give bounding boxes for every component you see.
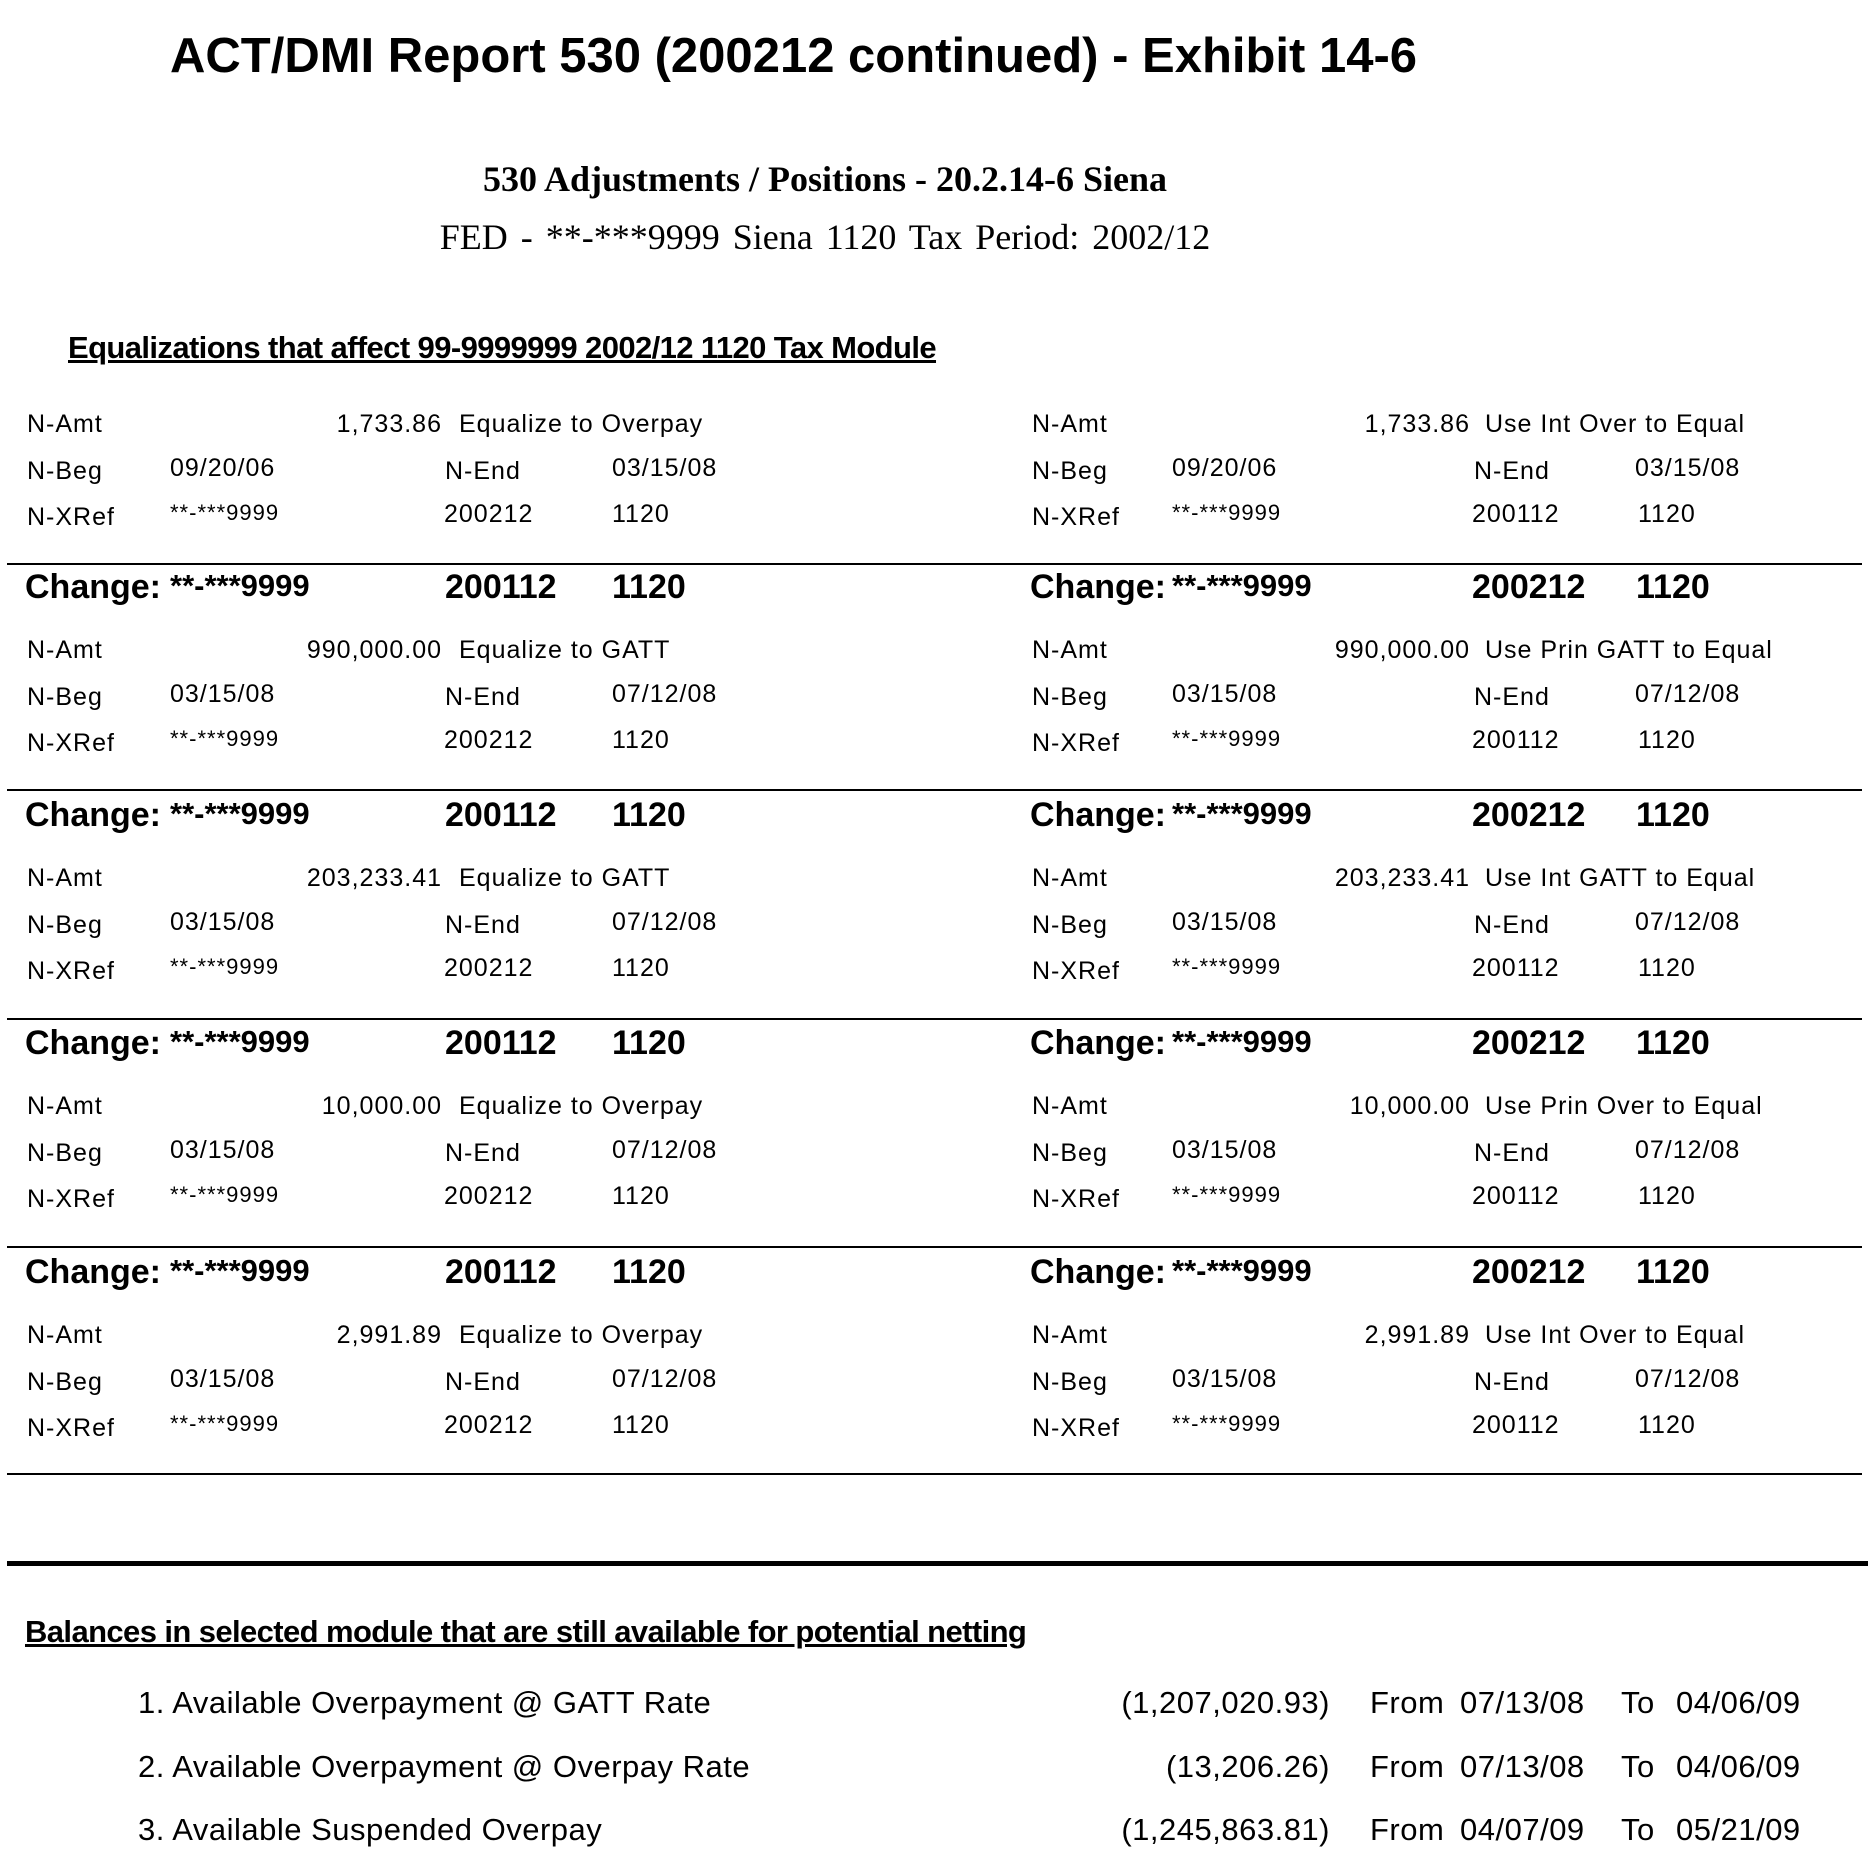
- beg-label: N-Beg: [1032, 683, 1108, 711]
- end-date: 07/12/08: [1635, 908, 1741, 936]
- begin-date: 03/15/08: [170, 1365, 276, 1393]
- xref-tin: **-***9999: [1172, 1411, 1282, 1436]
- amount-value: 203,233.41: [1334, 864, 1470, 892]
- change-label: Change:: [25, 568, 161, 606]
- change-tin: **-***9999: [170, 568, 310, 603]
- begin-date: 09/20/06: [170, 454, 276, 482]
- xref-label: N-XRef: [27, 503, 115, 531]
- amount-value: 10,000.00: [1349, 1092, 1470, 1120]
- change-tin: **-***9999: [170, 1024, 310, 1059]
- xref-tin: **-***9999: [170, 1411, 280, 1436]
- xref-label: N-XRef: [1032, 503, 1120, 531]
- block-separator: [7, 563, 1862, 565]
- adjustment-description: Equalize to Overpay: [459, 410, 704, 438]
- balance-amount: (1,245,863.81): [1121, 1812, 1330, 1847]
- equalizations-heading: Equalizations that affect 99-9999999 2002/12 1120 Tax Module: [68, 330, 937, 365]
- amount-value: 203,233.41: [306, 864, 442, 892]
- begin-date: 09/20/06: [1172, 454, 1278, 482]
- balance-label: 1. Available Overpayment @ GATT Rate: [138, 1685, 712, 1720]
- change-label: Change:: [1030, 1253, 1166, 1291]
- end-date: 03/15/08: [612, 454, 718, 482]
- balance-from-word: From: [1370, 1749, 1445, 1784]
- end-date: 03/15/08: [1635, 454, 1741, 482]
- balances-heading: Balances in selected module that are still available for potential netting: [25, 1614, 1027, 1649]
- xref-period: 200112: [1472, 954, 1560, 982]
- xref-tin: **-***9999: [1172, 500, 1282, 525]
- amt-label: N-Amt: [1032, 1321, 1108, 1349]
- adjustment-description: Use Int Over to Equal: [1485, 1321, 1746, 1349]
- xref-period: 200212: [444, 500, 534, 528]
- change-period: 200112: [445, 796, 557, 834]
- balance-to-date: 05/21/09: [1676, 1812, 1801, 1847]
- amount-value: 1,733.86: [336, 410, 442, 438]
- xref-form: 1120: [1638, 726, 1696, 754]
- block-separator: [7, 789, 1862, 791]
- amount-value: 10,000.00: [321, 1092, 442, 1120]
- change-form: 1120: [1636, 1024, 1710, 1062]
- adjustment-description: Equalize to GATT: [459, 636, 671, 664]
- end-label: N-End: [445, 457, 521, 485]
- balance-to-word: To: [1621, 1749, 1655, 1784]
- change-form: 1120: [612, 568, 686, 606]
- xref-tin: **-***9999: [1172, 726, 1282, 751]
- balance-from-word: From: [1370, 1812, 1445, 1847]
- change-period: 200212: [1472, 1024, 1586, 1062]
- amt-label: N-Amt: [1032, 1092, 1108, 1120]
- end-date: 07/12/08: [612, 1136, 718, 1164]
- report-title: ACT/DMI Report 530 (200212 continued) - Exhibit 14-6: [170, 29, 1418, 83]
- amount-value: 990,000.00: [306, 636, 442, 664]
- change-form: 1120: [1636, 568, 1710, 606]
- adjustment-description: Use Prin GATT to Equal: [1485, 636, 1773, 664]
- change-label: Change:: [25, 1253, 161, 1291]
- beg-label: N-Beg: [1032, 457, 1108, 485]
- adjustment-description: Use Int GATT to Equal: [1485, 864, 1756, 892]
- xref-form: 1120: [612, 500, 670, 528]
- xref-tin: **-***9999: [170, 500, 280, 525]
- begin-date: 03/15/08: [1172, 680, 1278, 708]
- xref-label: N-XRef: [1032, 1414, 1120, 1442]
- end-label: N-End: [1474, 1368, 1550, 1396]
- balance-to-date: 04/06/09: [1676, 1749, 1801, 1784]
- balance-label: 2. Available Overpayment @ Overpay Rate: [138, 1749, 751, 1784]
- end-date: 07/12/08: [612, 1365, 718, 1393]
- xref-period: 200112: [1472, 1411, 1560, 1439]
- end-label: N-End: [1474, 1139, 1550, 1167]
- change-tin: **-***9999: [170, 1253, 310, 1288]
- end-label: N-End: [445, 1368, 521, 1396]
- block-separator: [7, 1246, 1862, 1248]
- beg-label: N-Beg: [27, 1368, 103, 1396]
- balance-amount: (1,207,020.93): [1121, 1685, 1330, 1720]
- amount-value: 990,000.00: [1334, 636, 1470, 664]
- change-form: 1120: [1636, 796, 1710, 834]
- end-label: N-End: [1474, 457, 1550, 485]
- end-date: 07/12/08: [1635, 1136, 1741, 1164]
- xref-form: 1120: [612, 1182, 670, 1210]
- amount-value: 1,733.86: [1364, 410, 1470, 438]
- section-divider: [7, 1561, 1868, 1566]
- amt-label: N-Amt: [27, 636, 103, 664]
- change-label: Change:: [1030, 568, 1166, 606]
- change-form: 1120: [1636, 1253, 1710, 1291]
- end-date: 07/12/08: [1635, 1365, 1741, 1393]
- block-separator: [7, 1018, 1862, 1020]
- begin-date: 03/15/08: [170, 908, 276, 936]
- change-label: Change:: [25, 796, 161, 834]
- balance-amount: (13,206.26): [1165, 1749, 1330, 1784]
- amt-label: N-Amt: [1032, 636, 1108, 664]
- change-period: 200112: [445, 568, 557, 606]
- end-label: N-End: [1474, 683, 1550, 711]
- balance-to-date: 04/06/09: [1676, 1685, 1801, 1720]
- change-tin: **-***9999: [1172, 568, 1312, 603]
- amt-label: N-Amt: [27, 1092, 103, 1120]
- xref-form: 1120: [1638, 500, 1696, 528]
- xref-form: 1120: [612, 726, 670, 754]
- end-date: 07/12/08: [612, 680, 718, 708]
- xref-label: N-XRef: [1032, 729, 1120, 757]
- xref-label: N-XRef: [27, 1414, 115, 1442]
- adjustment-description: Use Prin Over to Equal: [1485, 1092, 1763, 1120]
- adjustment-description: Equalize to Overpay: [459, 1321, 704, 1349]
- beg-label: N-Beg: [1032, 911, 1108, 939]
- balance-label: 3. Available Suspended Overpay: [138, 1812, 603, 1847]
- end-label: N-End: [445, 683, 521, 711]
- xref-period: 200112: [1472, 500, 1560, 528]
- xref-period: 200212: [444, 726, 534, 754]
- xref-period: 200112: [1472, 726, 1560, 754]
- change-label: Change:: [1030, 796, 1166, 834]
- change-period: 200212: [1472, 1253, 1586, 1291]
- xref-label: N-XRef: [27, 957, 115, 985]
- amount-value: 2,991.89: [1364, 1321, 1470, 1349]
- change-period: 200212: [1472, 796, 1586, 834]
- amt-label: N-Amt: [27, 410, 103, 438]
- end-label: N-End: [445, 911, 521, 939]
- balance-from-date: 07/13/08: [1460, 1749, 1585, 1784]
- xref-label: N-XRef: [1032, 957, 1120, 985]
- beg-label: N-Beg: [27, 1139, 103, 1167]
- amt-label: N-Amt: [27, 1321, 103, 1349]
- beg-label: N-Beg: [27, 911, 103, 939]
- xref-form: 1120: [1638, 954, 1696, 982]
- xref-tin: **-***9999: [170, 954, 280, 979]
- begin-date: 03/15/08: [1172, 1365, 1278, 1393]
- amount-value: 2,991.89: [336, 1321, 442, 1349]
- adjustment-description: Equalize to Overpay: [459, 1092, 704, 1120]
- amt-label: N-Amt: [1032, 410, 1108, 438]
- end-label: N-End: [1474, 911, 1550, 939]
- xref-period: 200212: [444, 954, 534, 982]
- begin-date: 03/15/08: [170, 680, 276, 708]
- change-label: Change:: [1030, 1024, 1166, 1062]
- xref-tin: **-***9999: [1172, 954, 1282, 979]
- balance-from-date: 07/13/08: [1460, 1685, 1585, 1720]
- change-form: 1120: [612, 1253, 686, 1291]
- adjustment-description: Use Int Over to Equal: [1485, 410, 1746, 438]
- xref-form: 1120: [1638, 1411, 1696, 1439]
- xref-period: 200212: [444, 1182, 534, 1210]
- beg-label: N-Beg: [1032, 1139, 1108, 1167]
- balance-from-word: From: [1370, 1685, 1445, 1720]
- begin-date: 03/15/08: [170, 1136, 276, 1164]
- change-tin: **-***9999: [1172, 1024, 1312, 1059]
- change-form: 1120: [612, 796, 686, 834]
- xref-label: N-XRef: [27, 729, 115, 757]
- end-date: 07/12/08: [612, 908, 718, 936]
- balance-to-word: To: [1621, 1812, 1655, 1847]
- amt-label: N-Amt: [1032, 864, 1108, 892]
- xref-label: N-XRef: [27, 1185, 115, 1213]
- end-label: N-End: [445, 1139, 521, 1167]
- xref-tin: **-***9999: [170, 1182, 280, 1207]
- adjustment-description: Equalize to GATT: [459, 864, 671, 892]
- xref-tin: **-***9999: [1172, 1182, 1282, 1207]
- change-tin: **-***9999: [170, 796, 310, 831]
- xref-tin: **-***9999: [170, 726, 280, 751]
- change-period: 200112: [445, 1253, 557, 1291]
- balance-from-date: 04/07/09: [1460, 1812, 1585, 1847]
- change-tin: **-***9999: [1172, 796, 1312, 831]
- block-separator: [7, 1473, 1862, 1475]
- change-period: 200212: [1472, 568, 1586, 606]
- begin-date: 03/15/08: [1172, 1136, 1278, 1164]
- end-date: 07/12/08: [1635, 680, 1741, 708]
- xref-period: 200112: [1472, 1182, 1560, 1210]
- amt-label: N-Amt: [27, 864, 103, 892]
- report-subtitle-detail: FED - **-***9999 Siena 1120 Tax Period: 2002/12: [439, 217, 1211, 257]
- xref-period: 200212: [444, 1411, 534, 1439]
- beg-label: N-Beg: [27, 457, 103, 485]
- xref-form: 1120: [612, 1411, 670, 1439]
- xref-form: 1120: [612, 954, 670, 982]
- begin-date: 03/15/08: [1172, 908, 1278, 936]
- change-form: 1120: [612, 1024, 686, 1062]
- balance-to-word: To: [1621, 1685, 1655, 1720]
- xref-form: 1120: [1638, 1182, 1696, 1210]
- report-subtitle: 530 Adjustments / Positions - 20.2.14-6 Siena: [482, 159, 1168, 199]
- change-label: Change:: [25, 1024, 161, 1062]
- change-tin: **-***9999: [1172, 1253, 1312, 1288]
- change-period: 200112: [445, 1024, 557, 1062]
- beg-label: N-Beg: [1032, 1368, 1108, 1396]
- xref-label: N-XRef: [1032, 1185, 1120, 1213]
- beg-label: N-Beg: [27, 683, 103, 711]
